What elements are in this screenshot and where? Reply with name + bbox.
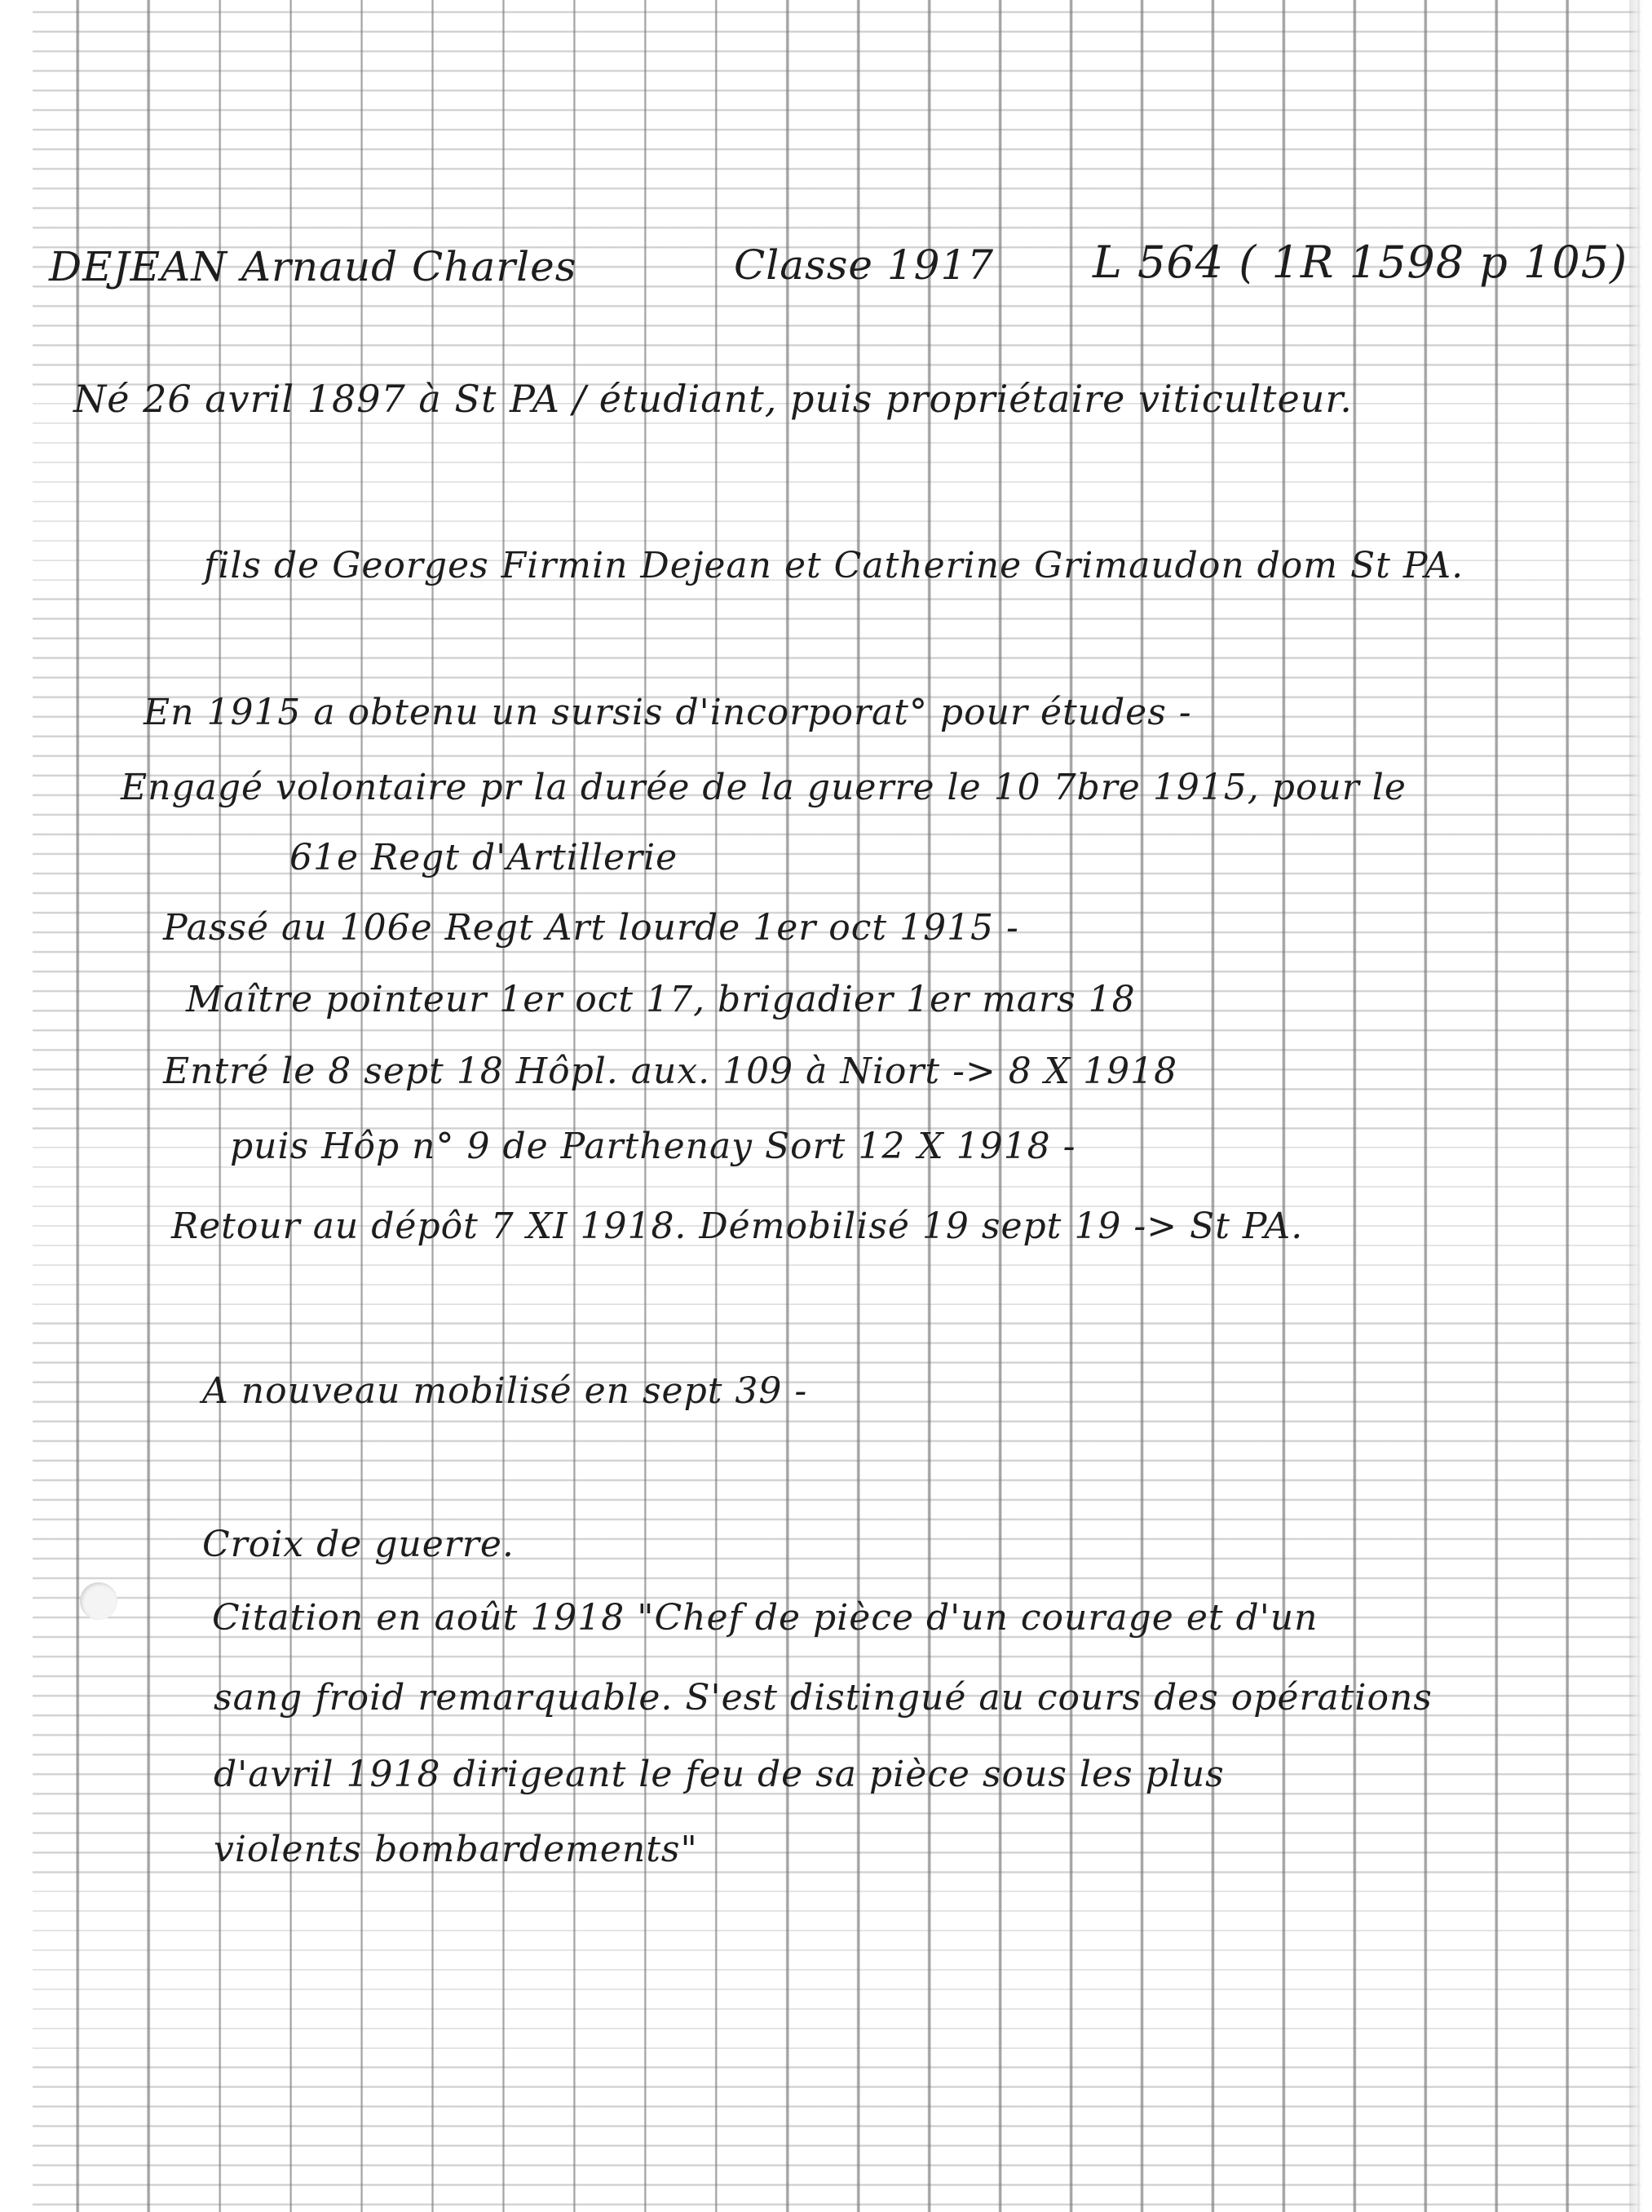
service-line-1: En 1915 a obtenu un sursis d'incorporat° pour études -	[144, 692, 1192, 733]
header-name: DEJEAN Arnaud Charles	[49, 243, 577, 290]
citation-line-3: d'avril 1918 dirigeant le feu de sa pièce sous les plus	[214, 1754, 1225, 1795]
remobilized-line: A nouveau mobilisé en sept 39 -	[202, 1370, 808, 1412]
service-line-4: Passé au 106e Regt Art lourde 1er oct 1915 -	[163, 907, 1019, 949]
service-line-2: Engagé volontaire pr la durée de la guerre le 10 7bre 1915, pour le	[121, 767, 1407, 808]
birth-line: Né 26 avril 1897 à St PA / étudiant, puis propriétaire viticulteur.	[73, 377, 1353, 421]
citation-line-4: violents bombardements"	[214, 1829, 698, 1870]
parents-line: fils de Georges Firmin Dejean et Catherine Grimaudon dom St PA.	[204, 545, 1464, 586]
service-line-6: Entré le 8 sept 18 Hôpl. aux. 109 à Niort -> 8 X 1918	[163, 1051, 1178, 1092]
punch-hole	[80, 1582, 117, 1620]
header-reference: L 564 ( 1R 1598 p 105)	[1093, 237, 1628, 288]
service-line-5: Maître pointeur 1er oct 17, brigadier 1er mars 18	[186, 979, 1136, 1020]
service-line-7: puis Hôp n° 9 de Parthenay Sort 12 X 1918 -	[230, 1126, 1076, 1167]
citation-line-2: sang froid remarquable. S'est distingué au cours des opérations	[214, 1677, 1433, 1719]
service-line-8: Retour au dépôt 7 XI 1918. Démobilisé 19 sept 19 -> St PA.	[171, 1206, 1304, 1247]
citation-line-1: Citation en août 1918 "Chef de pièce d'un courage et d'un	[212, 1597, 1319, 1639]
service-line-3: 61e Regt d'Artillerie	[289, 837, 678, 878]
croix-de-guerre-line: Croix de guerre.	[202, 1524, 515, 1565]
header-classe: Classe 1917	[734, 241, 995, 289]
